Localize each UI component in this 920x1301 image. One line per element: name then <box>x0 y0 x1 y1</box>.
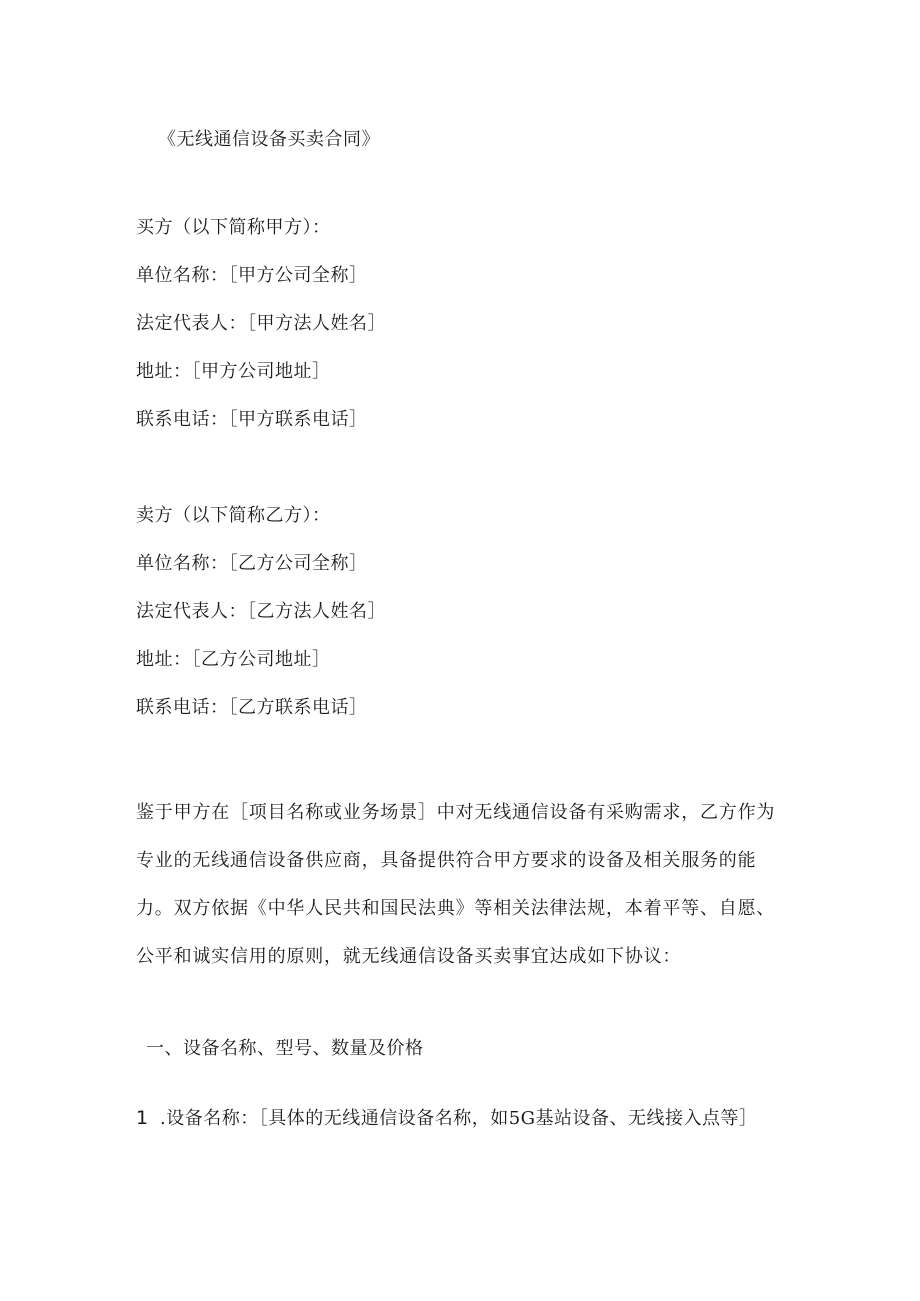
seller-phone: 联系电话：［乙方联系电话］ <box>136 697 368 718</box>
buyer-phone: 联系电话：［甲方联系电话］ <box>136 409 368 430</box>
contract-title: 《无线通信设备买卖合同》 <box>158 129 380 150</box>
seller-representative: 法定代表人：［乙方法人姓名］ <box>136 601 386 622</box>
item-number: 1 <box>136 1107 149 1129</box>
preamble-line: 公平和诚实信用的原则，就无线通信设备买卖事宜达成如下协议： <box>136 946 682 967</box>
preamble-paragraph <box>136 789 786 981</box>
seller-address: 地址：［乙方公司地址］ <box>136 649 331 670</box>
buyer-address: 地址：［甲方公司地址］ <box>136 361 331 382</box>
item-text: .设备名称：［具体的无线通信设备名称，如5G基站设备、无线接入点等］ <box>160 1108 758 1129</box>
preamble-line: 力。双方依据《中华人民共和国民法典》等相关法律法规，本着平等、自愿、 <box>136 898 776 919</box>
buyer-company: 单位名称：［甲方公司全称］ <box>136 265 368 286</box>
seller-company: 单位名称：［乙方公司全称］ <box>136 553 368 574</box>
seller-heading: 卖方（以下简称乙方）： <box>136 505 331 526</box>
buyer-representative: 法定代表人：［甲方法人姓名］ <box>136 313 386 334</box>
preamble-line: 专业的无线通信设备供应商，具备提供符合甲方要求的设备及相关服务的能 <box>136 850 757 871</box>
list-item <box>136 1106 758 1131</box>
preamble-line: 鉴于甲方在［项目名称或业务场景］中对无线通信设备有采购需求，乙方作为 <box>136 802 776 823</box>
buyer-heading: 买方（以下简称甲方）： <box>136 217 331 238</box>
section-heading: 一、设备名称、型号、数量及价格 <box>146 1038 424 1059</box>
